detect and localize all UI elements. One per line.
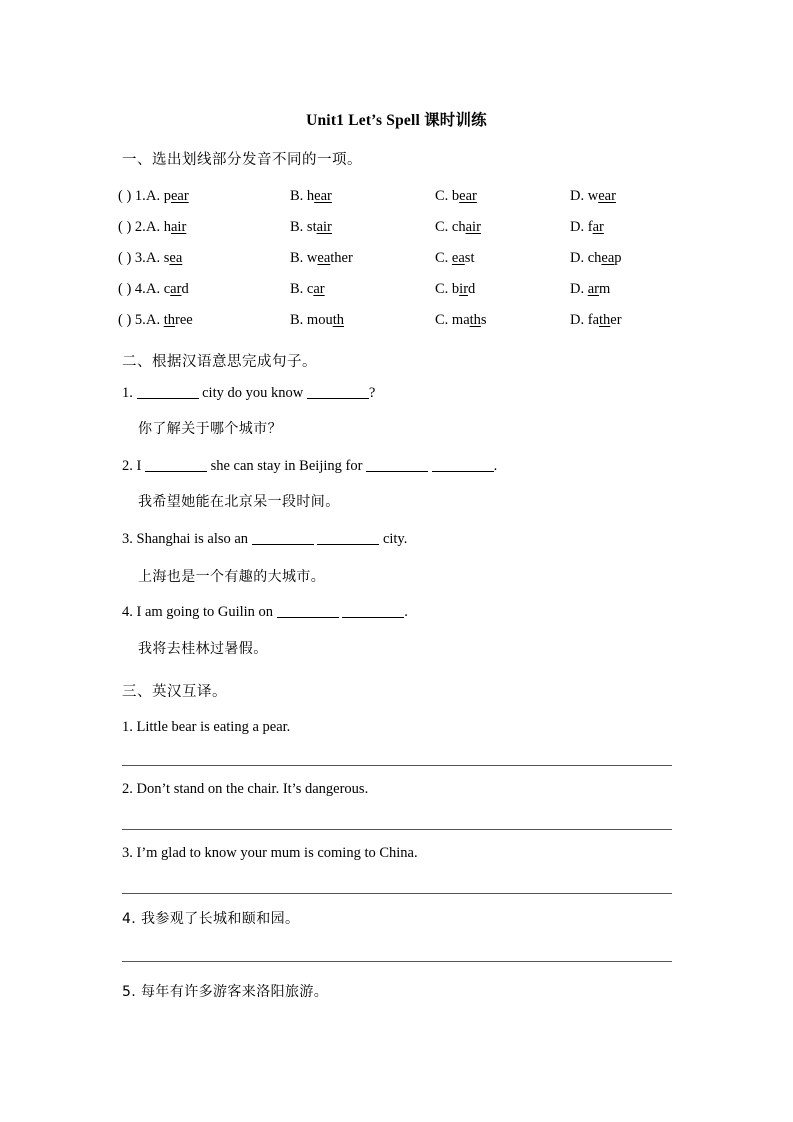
mc-option-4-d[interactable] xyxy=(570,281,610,298)
answer-rule-4[interactable] xyxy=(122,961,672,962)
mc-option-label: D. xyxy=(570,219,585,235)
section-two-heading: 二、根据汉语意思完成句子。 xyxy=(122,354,317,370)
mc-option-3-a[interactable] xyxy=(146,250,182,267)
mc-option-4-c[interactable] xyxy=(435,281,475,298)
mc-option-label: B. xyxy=(290,281,304,297)
mc-option-2-d[interactable] xyxy=(570,219,604,236)
mc-option-5-d[interactable] xyxy=(570,312,622,329)
mc-word-underlined: ar xyxy=(592,219,604,235)
mc-word-underlined: th xyxy=(469,312,481,328)
mc-option-1-d[interactable] xyxy=(570,188,616,205)
mc-word-pre: s xyxy=(163,250,170,266)
mc-option-1-c[interactable] xyxy=(435,188,477,205)
mc-option-2-c[interactable] xyxy=(435,219,481,236)
mc-option-label: A. xyxy=(146,281,161,297)
mc-word-underlined: ea xyxy=(169,250,183,266)
question-punct: . xyxy=(404,604,408,620)
mc-word-pre: ch xyxy=(451,219,466,235)
mc-option-1-a[interactable] xyxy=(146,188,189,205)
blank-input[interactable] xyxy=(145,471,207,472)
mc-option-label: B. xyxy=(290,250,304,266)
mc-option-label: D. xyxy=(570,312,585,328)
mc-word-underlined: ea xyxy=(601,250,615,266)
mc-word-pre: fa xyxy=(587,312,599,328)
translate-item-4: 4. 我参观了长城和颐和园。 xyxy=(122,911,300,927)
mc-word-pre: w xyxy=(587,188,599,204)
mc-word-underlined: ar xyxy=(313,281,325,297)
blank-input[interactable] xyxy=(342,617,404,618)
question-punct: ? xyxy=(368,385,376,401)
mc-word-pre: h xyxy=(163,219,171,235)
mc-option-3-b[interactable] xyxy=(290,250,353,267)
mc-question-1 xyxy=(118,188,738,208)
blank-input[interactable] xyxy=(277,617,339,618)
fill-question-3 xyxy=(122,531,407,548)
mc-option-label: B. xyxy=(290,188,304,204)
mc-option-label: A. xyxy=(146,250,161,266)
mc-answer-bracket-5[interactable]: ( ) 5. xyxy=(118,312,146,328)
mc-option-2-a[interactable] xyxy=(146,219,186,236)
mc-word-post: p xyxy=(614,250,622,266)
fill-question-4 xyxy=(122,604,408,621)
mc-word-underlined: th xyxy=(163,312,176,328)
translate-item-5: 5. 每年有许多游客来洛阳旅游。 xyxy=(122,984,329,1000)
mc-word-post: st xyxy=(464,250,475,266)
mc-option-label: C. xyxy=(435,250,449,266)
mc-option-5-b[interactable] xyxy=(290,312,344,329)
question-number: 3. Shanghai is also an xyxy=(122,531,252,547)
translate-item-1: 1. Little bear is eating a pear. xyxy=(122,719,291,735)
mc-word-underlined: ear xyxy=(170,188,189,204)
mc-answer-bracket-3[interactable]: ( ) 3. xyxy=(118,250,146,266)
page-title: Unit1 Let’s Spell 课时训练 xyxy=(306,112,487,129)
mc-word-pre: c xyxy=(306,281,314,297)
fill-question-1-chinese: 你了解关于哪个城市？ xyxy=(138,421,282,437)
mc-word-post: d xyxy=(181,281,189,297)
question-number: 4. I am going to Guilin on xyxy=(122,604,277,620)
blank-input[interactable] xyxy=(366,471,428,472)
mc-option-5-a[interactable] xyxy=(146,312,193,329)
mc-option-5-c[interactable] xyxy=(435,312,487,329)
section-three-heading: 三、英汉互译。 xyxy=(122,684,227,700)
mc-question-2 xyxy=(118,219,738,239)
blank-input[interactable] xyxy=(317,544,379,545)
mc-word-pre: b xyxy=(451,188,460,204)
mc-word-post: s xyxy=(480,312,487,328)
fill-question-4-chinese: 我将去桂林过暑假。 xyxy=(138,641,268,657)
mc-word-pre: h xyxy=(306,188,315,204)
mc-option-label: A. xyxy=(146,219,161,235)
mc-question-5 xyxy=(118,312,738,332)
fill-question-1 xyxy=(122,385,375,402)
mc-word-pre: p xyxy=(163,188,171,204)
mc-option-label: C. xyxy=(435,219,449,235)
question-number: 1. xyxy=(122,385,137,401)
mc-option-label: D. xyxy=(570,188,585,204)
mc-word-pre: f xyxy=(587,219,593,235)
mc-option-4-a[interactable] xyxy=(146,281,189,298)
mc-option-4-b[interactable] xyxy=(290,281,325,298)
mc-question-3 xyxy=(118,250,738,270)
mc-option-label: C. xyxy=(435,312,449,328)
mc-word-underlined: th xyxy=(332,312,344,328)
fill-question-2-chinese: 我希望她能在北京呆一段时间。 xyxy=(138,494,340,510)
mc-answer-bracket-2[interactable]: ( ) 2. xyxy=(118,219,146,235)
section-one-heading: 一、选出划线部分发音不同的一项。 xyxy=(122,152,362,168)
blank-input[interactable] xyxy=(307,398,369,399)
mc-option-label: B. xyxy=(290,219,304,235)
mc-word-post: m xyxy=(599,281,611,297)
mc-word-underlined: ear xyxy=(314,188,332,204)
mc-word-underlined: ar xyxy=(170,281,182,297)
mc-word-underlined: ar xyxy=(587,281,599,297)
mc-word-pre: ch xyxy=(587,250,602,266)
mc-option-label: D. xyxy=(570,250,585,266)
mc-answer-bracket-1[interactable]: ( ) 1. xyxy=(118,188,146,204)
blank-input[interactable] xyxy=(252,544,314,545)
mc-word-post: ree xyxy=(175,312,193,328)
mc-option-label: C. xyxy=(435,188,449,204)
mc-word-post: er xyxy=(610,312,622,328)
mc-word-underlined: ear xyxy=(459,188,477,204)
fill-question-2 xyxy=(122,458,497,475)
mc-option-3-c[interactable] xyxy=(435,250,474,267)
question-text: she can stay in Beijing for xyxy=(206,458,367,474)
mc-word-underlined: th xyxy=(599,312,611,328)
mc-word-underlined: ir xyxy=(459,281,469,297)
mc-word-underlined: air xyxy=(465,219,481,235)
mc-word-post: d xyxy=(468,281,476,297)
mc-option-1-b[interactable] xyxy=(290,188,332,205)
mc-question-4 xyxy=(118,281,738,301)
question-text: city. xyxy=(379,531,408,547)
mc-word-underlined: air xyxy=(170,219,187,235)
mc-word-underlined: air xyxy=(316,219,332,235)
mc-option-label: C. xyxy=(435,281,449,297)
translate-item-3: 3. I’m glad to know your mum is coming to China. xyxy=(122,845,418,861)
question-text: city do you know xyxy=(198,385,307,401)
translate-item-2: 2. Don’t stand on the chair. It’s dangerous. xyxy=(122,781,369,797)
fill-question-3-chinese: 上海也是一个有趣的大城市。 xyxy=(138,569,326,585)
mc-word-underlined: ea xyxy=(451,250,465,266)
answer-rule-1[interactable] xyxy=(122,765,672,766)
mc-word-pre: st xyxy=(306,219,317,235)
mc-word-pre: ma xyxy=(451,312,470,328)
question-number: 2. I xyxy=(122,458,145,474)
answer-rule-3[interactable] xyxy=(122,893,672,894)
mc-word-underlined: ear xyxy=(598,188,616,204)
mc-option-2-b[interactable] xyxy=(290,219,332,236)
mc-answer-bracket-4[interactable]: ( ) 4. xyxy=(118,281,146,297)
mc-option-label: A. xyxy=(146,312,161,328)
blank-input[interactable] xyxy=(432,471,494,472)
answer-rule-2[interactable] xyxy=(122,829,672,830)
mc-option-label: D. xyxy=(570,281,585,297)
mc-word-post: ther xyxy=(330,250,353,266)
mc-word-pre: mou xyxy=(306,312,333,328)
question-punct: . xyxy=(493,458,498,474)
blank-input[interactable] xyxy=(137,398,199,399)
mc-word-underlined: ea xyxy=(317,250,331,266)
mc-word-pre: b xyxy=(451,281,460,297)
mc-word-pre: w xyxy=(306,250,318,266)
mc-word-pre: c xyxy=(163,281,171,297)
mc-option-label: A. xyxy=(146,188,161,204)
mc-option-label: B. xyxy=(290,312,304,328)
mc-option-3-d[interactable] xyxy=(570,250,622,267)
